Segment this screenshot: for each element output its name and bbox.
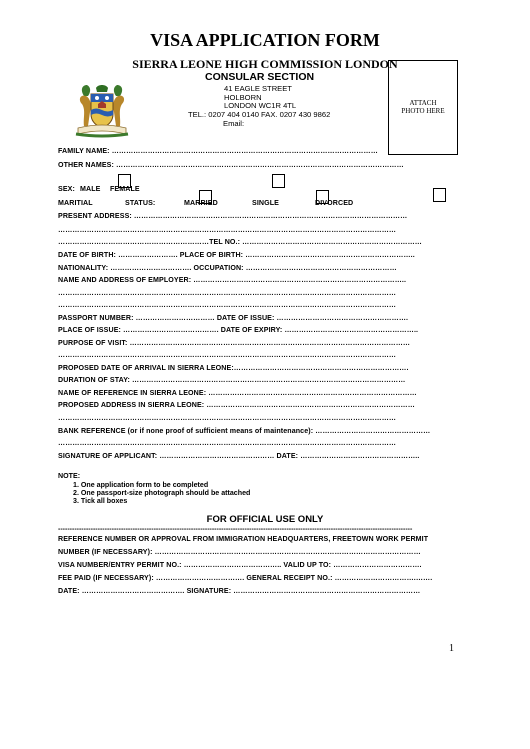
address-blank-line[interactable]: …………………………………………………………………………………………………………………………… xyxy=(58,226,397,234)
present-address-field[interactable]: PRESENT ADDRESS: …………………………………………………………………………………………………… xyxy=(58,212,408,220)
purpose-blank-line[interactable]: …………………………………………………………………………………………………………………………… xyxy=(58,351,397,359)
official-use-heading: FOR OFFICIAL USE ONLY xyxy=(206,514,324,525)
photo-label-line2: PHOTO HERE xyxy=(401,107,445,115)
address-line-district: HOLBORN xyxy=(224,93,262,102)
reference-name-field[interactable]: NAME OF REFERENCE IN SIERRA LEONE: …………………………………………………………………………… xyxy=(58,389,417,397)
form-subtitle: SIERRA LEONE HIGH COMMISSION LONDON xyxy=(132,57,398,71)
sex-female-checkbox[interactable] xyxy=(272,174,285,188)
employer-field[interactable]: NAME AND ADDRESS OF EMPLOYER: …………………………………………………………………………….. xyxy=(58,276,407,284)
attach-photo-box[interactable] xyxy=(388,60,458,155)
sex-female-label: FEMALE xyxy=(110,185,140,193)
status-label: STATUS: xyxy=(125,199,156,207)
duration-of-stay-field[interactable]: DURATION OF STAY: …………………………………………………………………………………………………… xyxy=(58,376,406,384)
photo-label-line1: ATTACH xyxy=(409,99,437,107)
reference-number-field[interactable]: NUMBER (IF NECESSARY): ………………………………………………………………………………………………… xyxy=(58,548,421,556)
other-names-field[interactable]: OTHER NAMES: ………………………………………………………………………………………………………… xyxy=(58,161,404,169)
proposed-address-blank-line[interactable]: …………………………………………………………………………………………………………………………… xyxy=(58,414,397,422)
nationality-occupation-field[interactable]: NATIONALITY: ……………………………. OCCUPATION: ……………………………………………………… xyxy=(58,264,397,272)
divorced-label: DIVORCED xyxy=(315,199,354,207)
note-item: 3. Tick all boxes xyxy=(73,497,128,505)
place-expiry-field[interactable]: PLACE OF ISSUE: …………………………………. DATE OF EXPIRY: ……………………………………………….. xyxy=(58,326,419,334)
address-line-phone: TEL.: 0207 404 0140 FAX. 0207 430 9862 xyxy=(188,110,331,119)
employer-blank-line-1[interactable]: …………………………………………………………………………………………………………………………… xyxy=(58,289,397,297)
visa-number-field[interactable]: VISA NUMBER/ENTRY PERMIT NO.: ………………………………….. VALID UP TO: ………………………………. xyxy=(58,561,422,569)
notes-heading: NOTE: xyxy=(58,472,81,480)
tel-no-field[interactable]: ………………………………………………………TEL NO.: ………………………………………………………………… xyxy=(58,238,422,246)
sex-male-checkbox[interactable] xyxy=(118,174,131,188)
consular-section-heading: CONSULAR SECTION xyxy=(205,71,315,83)
purpose-of-visit-field[interactable]: PURPOSE OF VISIT: ……………………………………………………………………………………………………… xyxy=(58,339,411,347)
note-item: 2. One passport-size photograph should be attached xyxy=(73,489,251,497)
sex-male-label: MALE xyxy=(80,185,101,193)
coat-of-arms-icon xyxy=(74,82,130,140)
official-date-signature-field[interactable]: DATE: ……………………………………. SIGNATURE: …………………………………………………………………… xyxy=(58,587,421,595)
date-place-of-birth-field[interactable]: DATE OF BIRTH: ……………………. PLACE OF BIRTH: …………………………………………………………….. xyxy=(58,251,415,259)
page-number: 1 xyxy=(449,643,454,654)
reference-number-label: REFERENCE NUMBER OR APPROVAL FROM IMMIGRATION HEADQUARTERS, FREETOWN WORK PERMIT xyxy=(58,535,429,543)
bank-blank-line[interactable]: …………………………………………………………………………………………………………………………… xyxy=(58,439,397,447)
proposed-address-field[interactable]: PROPOSED ADDRESS IN SIERRA LEONE: …………………………………………………………………………… xyxy=(58,401,415,409)
address-line-email: Email: xyxy=(223,119,245,128)
sex-label: SEX: xyxy=(58,185,75,193)
signature-date-field[interactable]: SIGNATURE OF APPLICANT: ………………………………………… DATE: ………………………………………….. xyxy=(58,452,420,460)
family-name-field[interactable]: FAMILY NAME: ………………………………………………………………………………………………… xyxy=(58,147,378,155)
note-item: 1. One application form to be completed xyxy=(73,481,209,489)
dashed-separator: -------------------------------------------------------------------------------------------------------------------------------------------------------- xyxy=(58,526,413,533)
fee-paid-field[interactable]: FEE PAID (IF NECESSARY): ………………………………. GENERAL RECEIPT NO.: …………………………….……. xyxy=(58,574,433,582)
married-label: MARRIED xyxy=(184,199,218,207)
address-line-city: LONDON WC1R 4TL xyxy=(224,101,297,110)
employer-blank-line-2[interactable]: …………………………………………………………………………………………………………………………… xyxy=(58,301,397,309)
passport-issue-field[interactable]: PASSPORT NUMBER: …………………………… DATE OF ISSUE: ………………………………………………. xyxy=(58,314,409,322)
address-line-street: 41 EAGLE STREET xyxy=(224,84,292,93)
arrival-date-field[interactable]: PROPOSED DATE OF ARRIVAL IN SIERRA LEONE:………………………………………………………………. xyxy=(58,364,409,372)
form-title: VISA APPLICATION FORM xyxy=(150,30,380,50)
bank-reference-field[interactable]: BANK REFERENCE (or if none proof of sufficient means of maintenance): ………………………………………… xyxy=(58,427,431,435)
single-label: SINGLE xyxy=(252,199,280,207)
maritial-label: MARITIAL xyxy=(58,199,93,207)
divorced-checkbox[interactable] xyxy=(433,188,446,202)
